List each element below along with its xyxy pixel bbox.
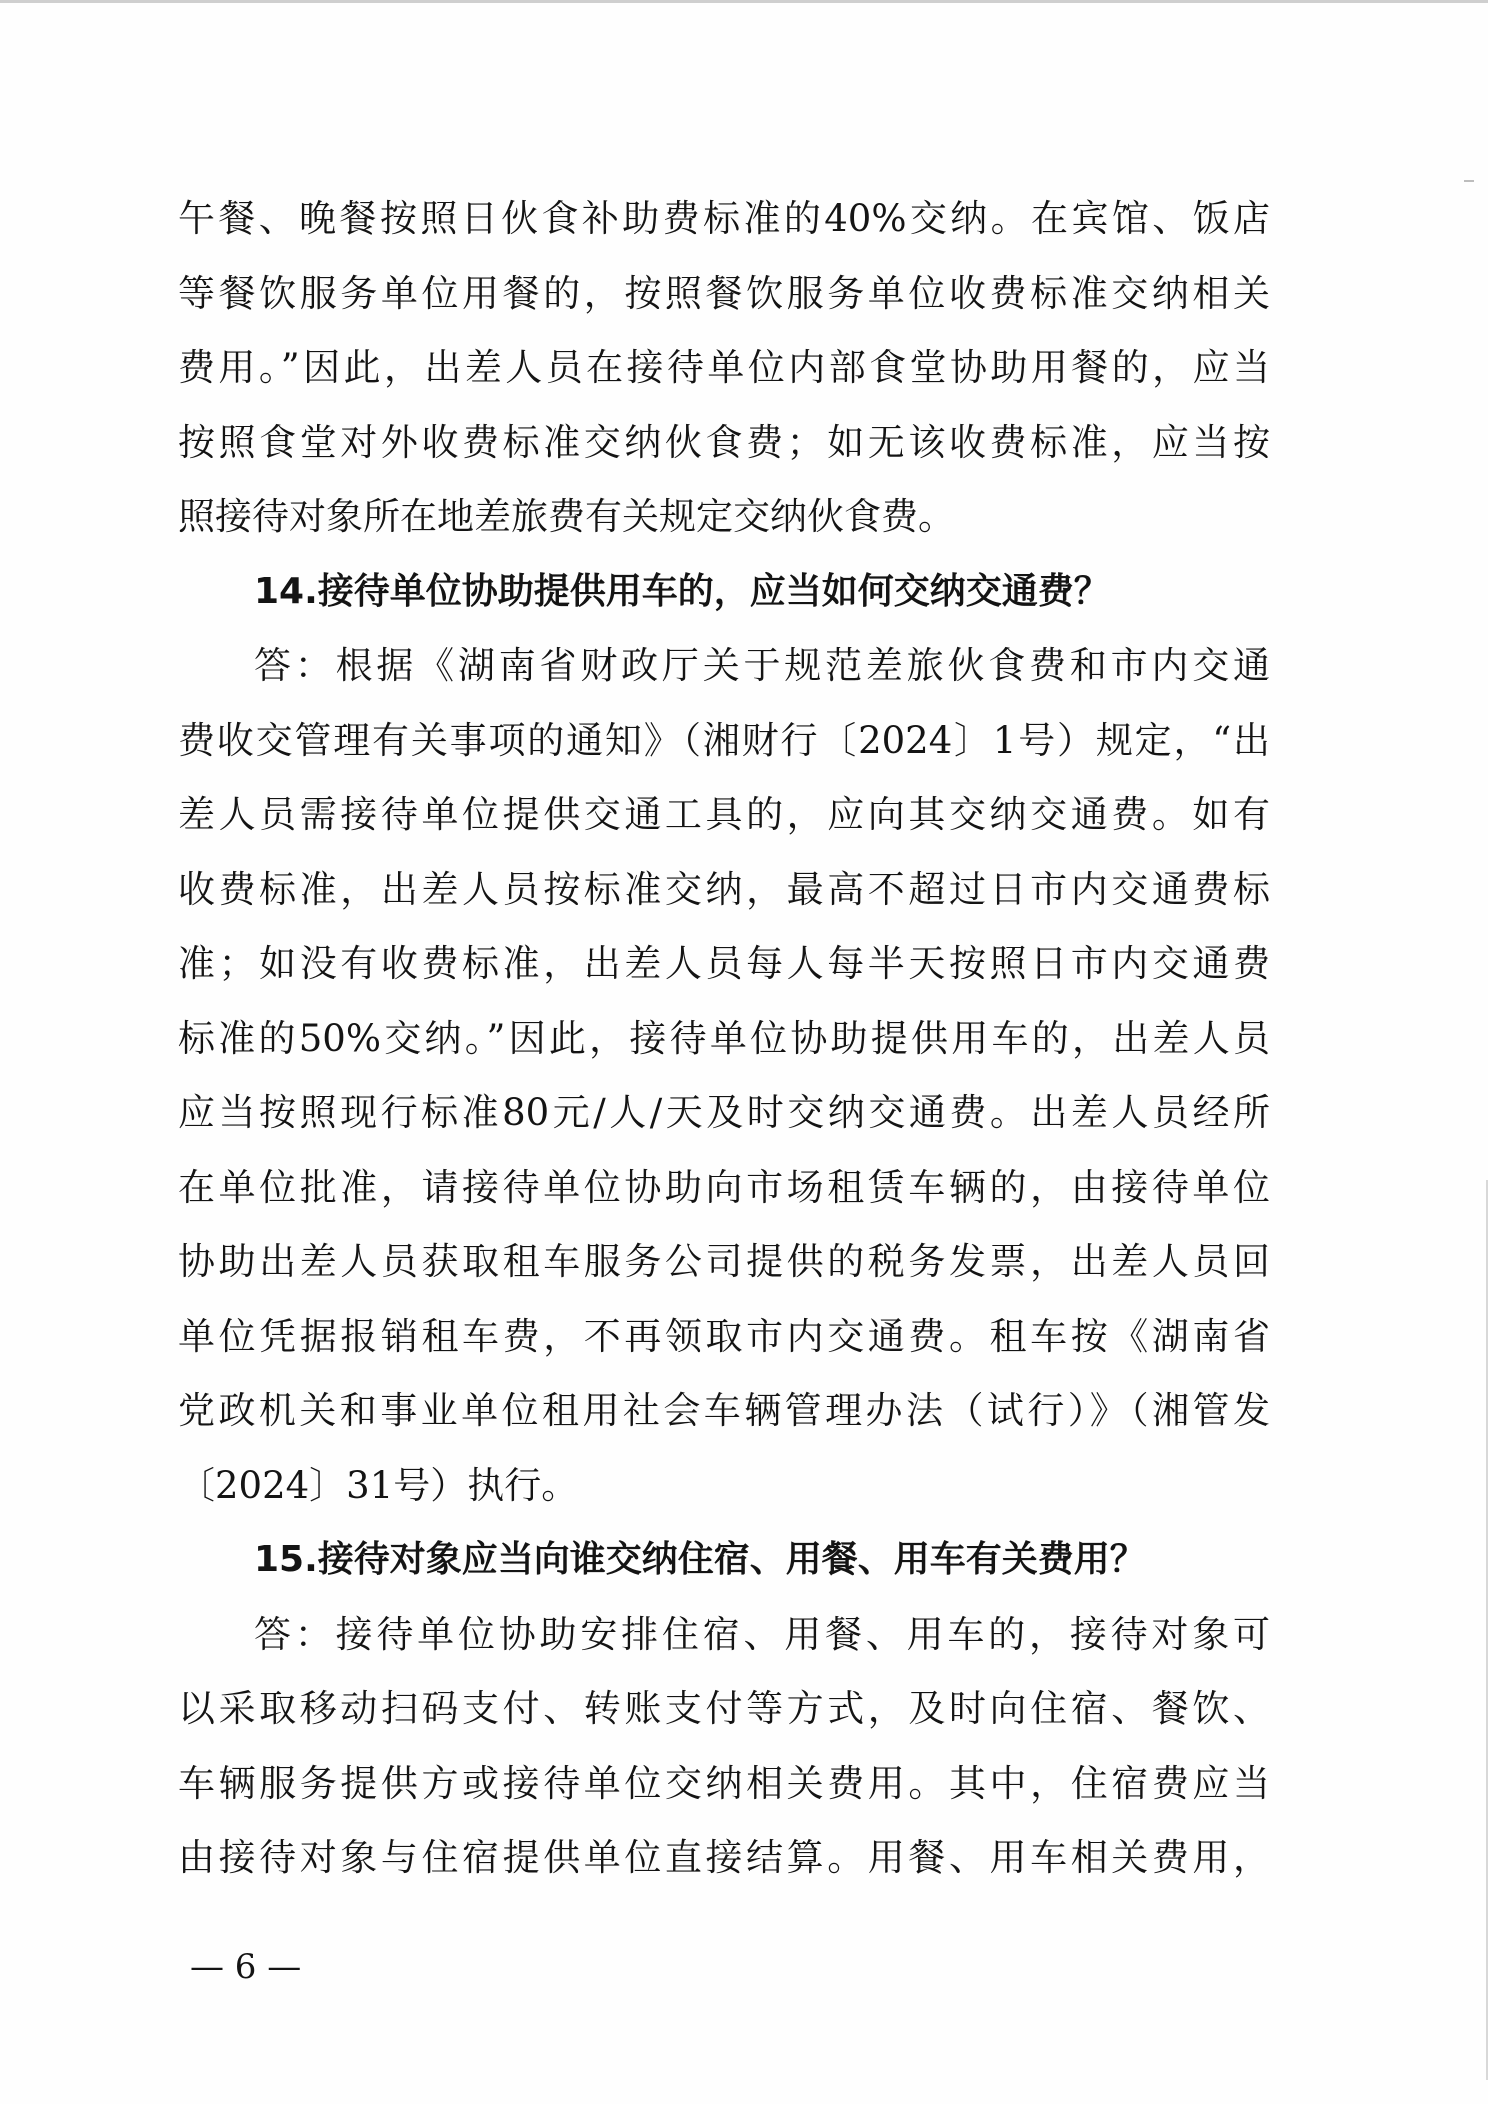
paragraph-line: 费用。”因此，出差人员在接待单位内部食堂协助用餐的，应当 bbox=[178, 346, 1270, 389]
answer-line: 差人员需接待单位提供交通工具的，应向其交纳交通费。如有 bbox=[178, 793, 1270, 836]
answer-line: 由接待对象与住宿提供单位直接结算。用餐、用车相关费用， bbox=[178, 1836, 1270, 1879]
answer-line: 收费标准，出差人员按标准交纳，最高不超过日市内交通费标 bbox=[178, 867, 1270, 911]
answer-line: 准；如没有收费标准，出差人员每人每半天按照日市内交通费 bbox=[178, 942, 1270, 985]
answer-line: 标准的50%交纳。”因此，接待单位协助提供用车的，出差人员 bbox=[178, 1016, 1270, 1060]
paragraph-line: 照接待对象所在地差旅费有关规定交纳伙食费。 bbox=[178, 495, 955, 538]
question-heading-15: 15.接待对象应当向谁交纳住宿、用餐、用车有关费用？ bbox=[254, 1539, 1146, 1580]
answer-line: 协助出差人员获取租车服务公司提供的税务发票，出差人员回 bbox=[178, 1240, 1270, 1283]
answer-line: 在单位批准，请接待单位协助向市场租赁车辆的，由接待单位 bbox=[178, 1165, 1270, 1209]
answer-line: 应当按照现行标准80元/人/天及时交纳交通费。出差人员经所 bbox=[178, 1091, 1270, 1134]
answer-line: 单位凭据报销租车费，不再领取市内交通费。租车按《湖南省 bbox=[178, 1314, 1270, 1358]
answer-line: 车辆服务提供方或接待单位交纳相关费用。其中，住宿费应当 bbox=[178, 1761, 1270, 1805]
scan-mark bbox=[1464, 180, 1474, 182]
answer-line: 答：根据《湖南省财政厅关于规范差旅伙食费和市内交通 bbox=[254, 644, 1270, 687]
page-number: — 6 — bbox=[190, 1947, 302, 1987]
paragraph-line: 等餐饮服务单位用餐的，按照餐饮服务单位收费标准交纳相关 bbox=[178, 271, 1270, 315]
question-heading-14: 14.接待单位协助提供用车的，应当如何交纳交通费？ bbox=[254, 570, 1110, 612]
answer-line: 〔2024〕31号）执行。 bbox=[178, 1463, 579, 1507]
answer-line: 答：接待单位协助安排住宿、用餐、用车的，接待对象可 bbox=[254, 1612, 1270, 1656]
paragraph-line: 按照食堂对外收费标准交纳伙食费；如无该收费标准，应当按 bbox=[178, 420, 1270, 464]
document-body bbox=[178, 182, 1270, 1896]
answer-line: 以采取移动扫码支付、转账支付等方式，及时向住宿、餐饮、 bbox=[178, 1687, 1270, 1730]
paragraph-line: 午餐、晚餐按照日伙食补助费标准的40%交纳。在宾馆、饭店 bbox=[178, 197, 1270, 240]
top-rule bbox=[0, 0, 1488, 3]
answer-line: 费收交管理有关事项的通知》（湘财行〔2024〕1号）规定，“出 bbox=[178, 718, 1270, 762]
answer-line: 党政机关和事业单位租用社会车辆管理办法（试行）》（湘管发 bbox=[178, 1389, 1270, 1432]
